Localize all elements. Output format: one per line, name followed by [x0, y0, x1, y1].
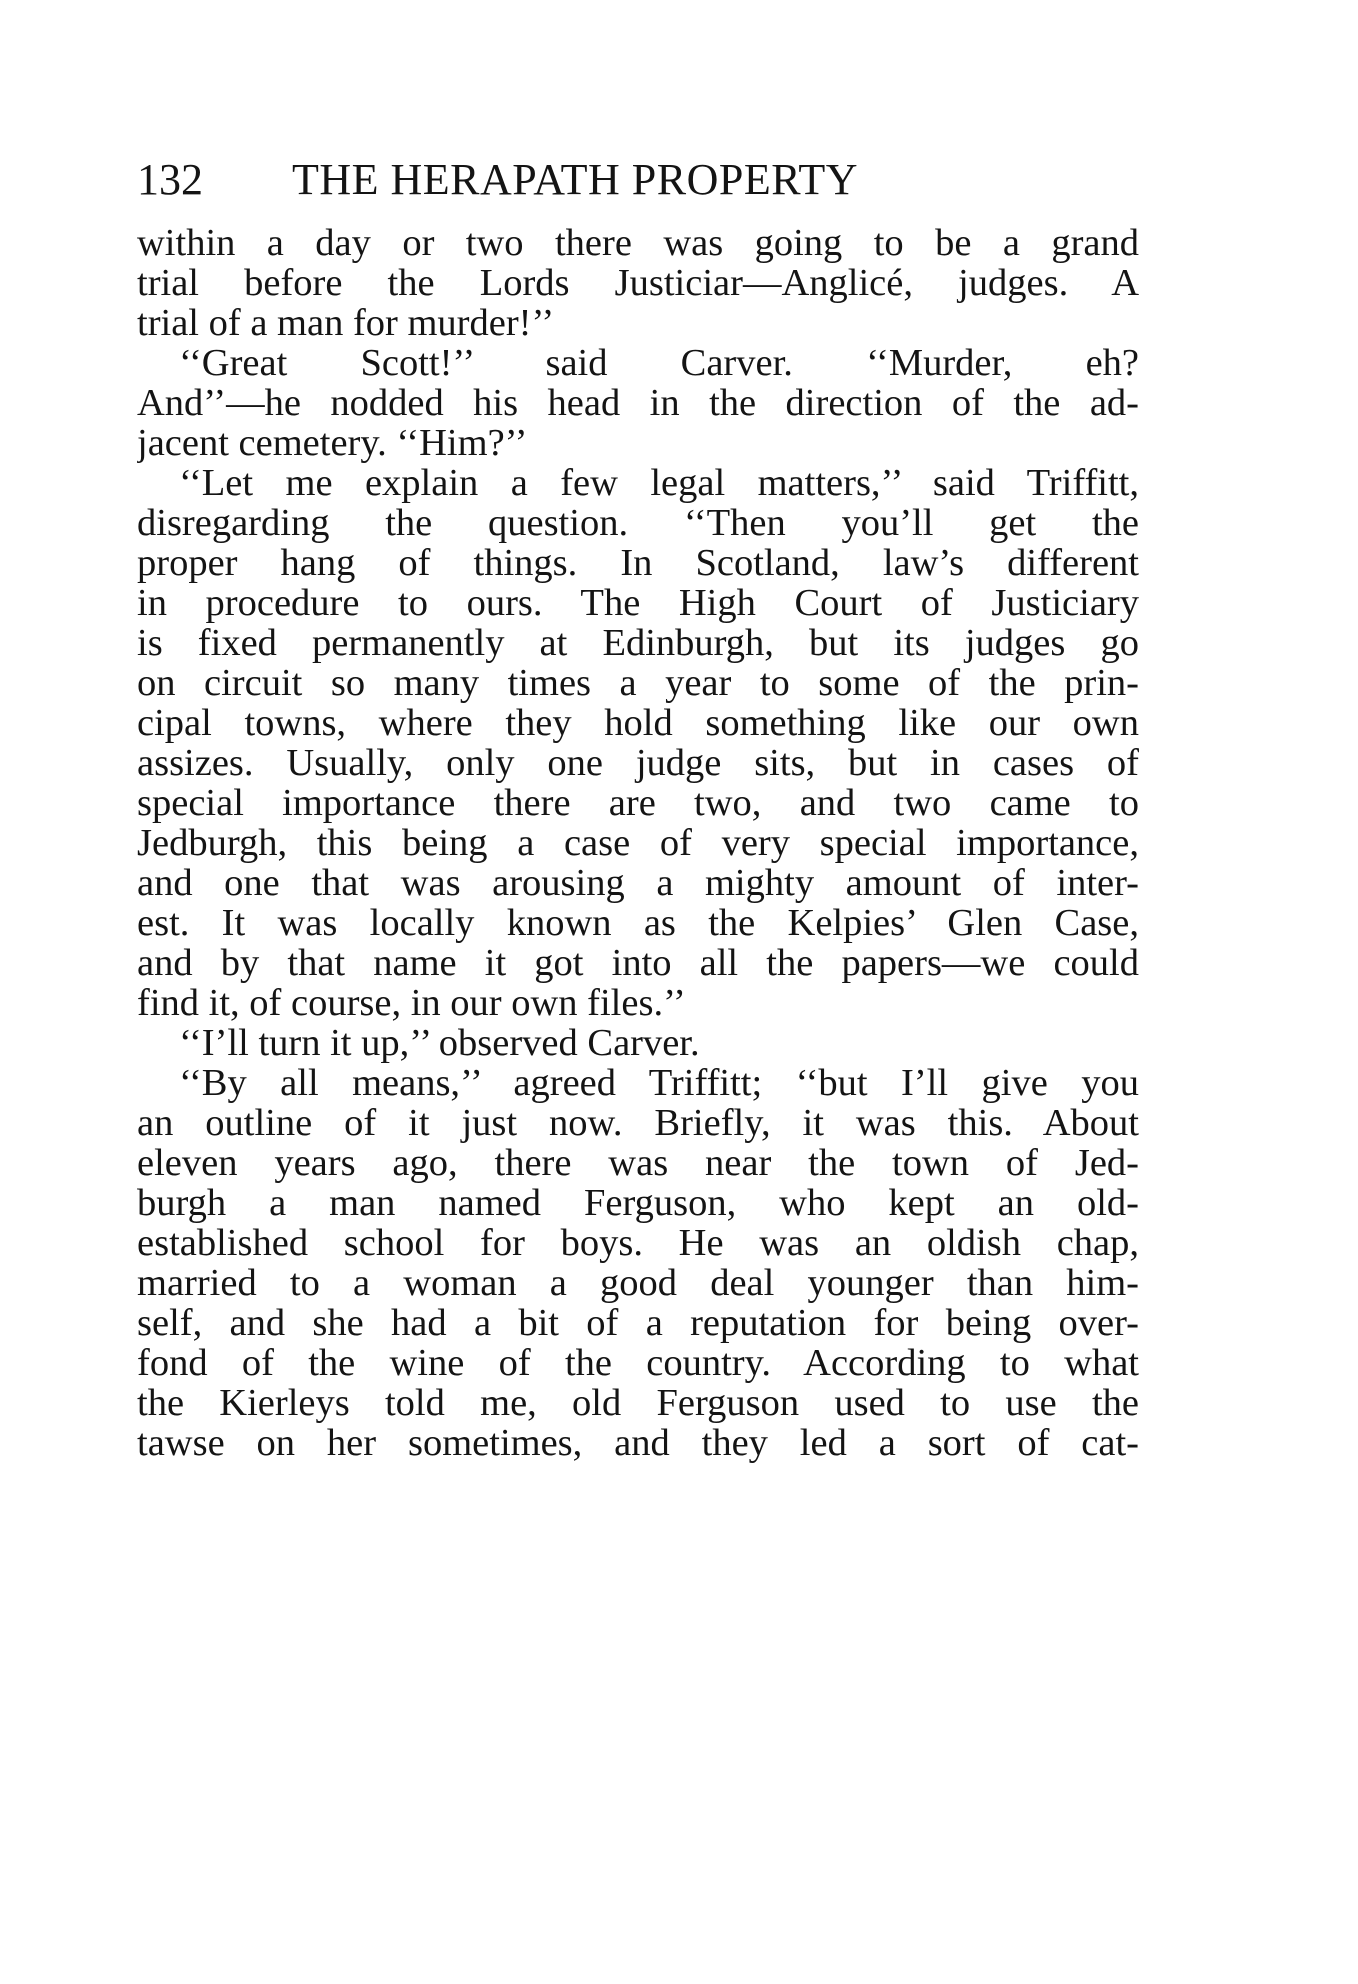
running-head-title: THE HERAPATH PROPERTY: [292, 155, 859, 204]
text-line: eleven years ago, there was near the town of Jed-: [137, 1142, 1139, 1184]
text-line: trial before the Lords Justiciar—Anglicé, judges. A: [137, 262, 1139, 304]
text-line: the Kierleys told me, old Ferguson used to use the: [137, 1382, 1139, 1424]
text-line: disregarding the question. ‘‘Then you’ll get the: [137, 502, 1139, 544]
text-line: is fixed permanently at Edinburgh, but its judges go: [137, 622, 1139, 664]
text-line: an outline of it just now. Briefly, it was this. About: [137, 1102, 1139, 1144]
text-line: est. It was locally known as the Kelpies’ Glen Case,: [137, 902, 1139, 944]
text-line: on circuit so many times a year to some of the prin-: [137, 662, 1139, 704]
text-line: within a day or two there was going to be a grand: [137, 222, 1139, 264]
text-line: assizes. Usually, only one judge sits, but in cases of: [137, 742, 1139, 784]
text-line: and by that name it got into all the papers—we could: [137, 942, 1139, 984]
page-header: [137, 152, 1137, 208]
text-line: and one that was arousing a mighty amount of inter-: [137, 862, 1139, 904]
text-line: jacent cemetery. ‘‘Him?’’: [137, 422, 528, 464]
text-line: trial of a man for murder!’’: [137, 302, 555, 344]
text-line: established school for boys. He was an oldish chap,: [137, 1222, 1139, 1264]
text-line: proper hang of things. In Scotland, law’s different: [137, 542, 1139, 584]
text-line: ‘‘By all means,’’ agreed Triffitt; ‘‘but I’ll give you: [179, 1062, 1139, 1104]
text-line: in procedure to ours. The High Court of Justiciary: [137, 582, 1139, 624]
text-line: tawse on her sometimes, and they led a sort of cat-: [137, 1422, 1139, 1464]
text-line: burgh a man named Ferguson, who kept an old-: [137, 1182, 1139, 1224]
text-line: special importance there are two, and two came to: [137, 782, 1139, 824]
text-line: And’’—he nodded his head in the direction of the ad-: [137, 382, 1139, 424]
text-line: Jedburgh, this being a case of very special importance,: [137, 822, 1139, 864]
text-line: self, and she had a bit of a reputation for being over-: [137, 1302, 1139, 1344]
text-line: married to a woman a good deal younger than him-: [137, 1262, 1139, 1304]
page-number: 132: [137, 155, 203, 204]
text-line: ‘‘I’ll turn it up,’’ observed Carver.: [179, 1022, 700, 1064]
text-line: cipal towns, where they hold something like our own: [137, 702, 1139, 744]
text-line: find it, of course, in our own files.’’: [137, 982, 686, 1024]
text-line: fond of the wine of the country. According to what: [137, 1342, 1139, 1384]
text-line: ‘‘Let me explain a few legal matters,’’ said Triffitt,: [179, 462, 1139, 504]
text-line: ‘‘Great Scott!’’ said Carver. ‘‘Murder, eh?: [179, 342, 1139, 384]
